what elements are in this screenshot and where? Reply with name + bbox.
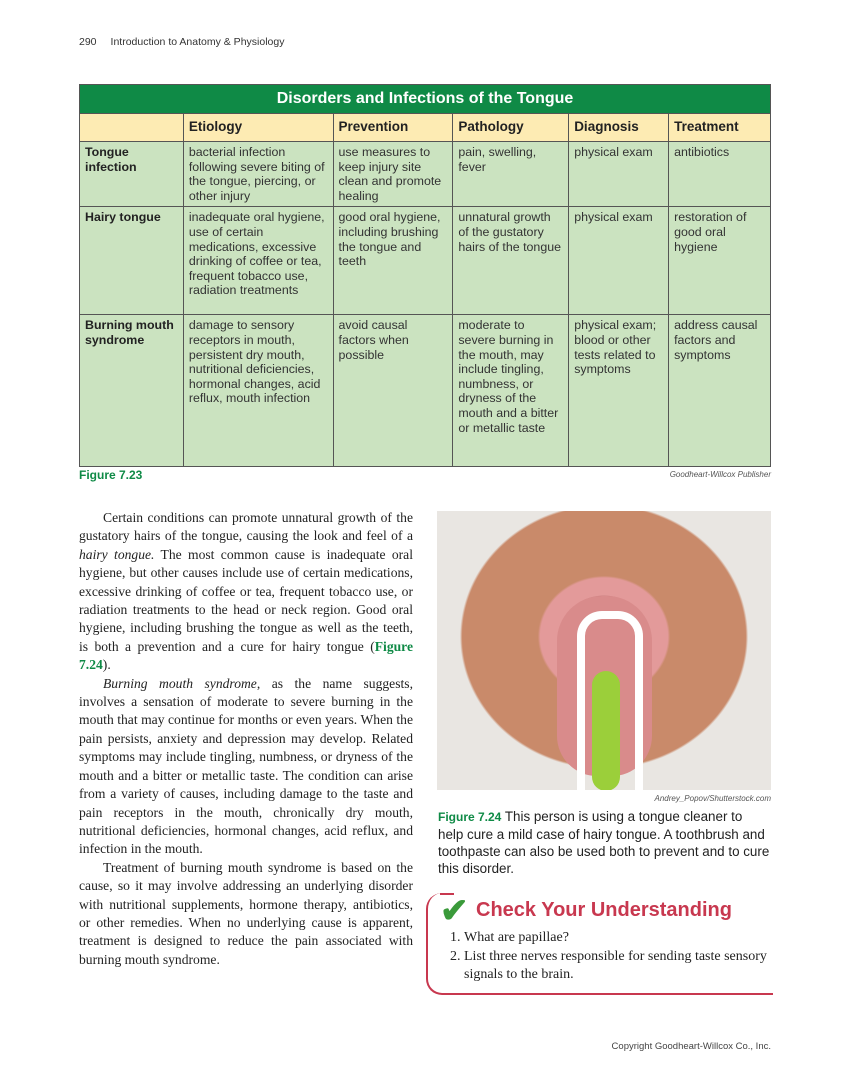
table-cell: bacterial infection following severe biting of the tongue, piercing, or other injury [183,142,333,207]
column-header: Prevention [333,114,453,142]
body-text [79,509,413,969]
term: hairy tongue. [79,546,155,562]
text: , as the name suggests, involves a sensation of moderate to severe burning in the mouth that may continue for months or even years. When the pain persists, anxiety and depression may develop. Related symptoms may include tingling, numbness, or dryness of the mouth and a bitter or metallic taste. The condition can arise from a variety of causes, including damage to the taste and pain receptors in the mouth, chronically dry mouth, nutritional deficiencies, hormonal changes, acid reflux, and infection in the mouth. [79,675,413,857]
paragraph [79,675,413,859]
row-header: Tongue infection [80,142,184,207]
table-cell: damage to sensory receptors in mouth, persistent dry mouth, nutritional deficiencies, hormonal changes, acid reflux, mouth infection [183,315,333,467]
column-header: Etiology [183,114,333,142]
copyright: Copyright Goodheart-Willcox Co., Inc. [611,1041,771,1052]
text: Certain conditions can promote unnatural growth of the gustatory hairs of the tongue, causing the look and feel of a [79,510,413,544]
text: The most common cause is inadequate oral hygiene, but other causes include use of certain medications, excessive drinking of coffee or tea, frequent tobacco use, or radiation treatments to the head or neck region. Good oral hygiene, including brushing the tongue as well as the teeth, is both a prevention and a cure for hairy tongue ( [79,546,413,654]
figure-label: Figure 7.23 [79,468,143,482]
figure-reference-link[interactable]: Figure 7.24 [79,638,413,673]
paragraph [79,509,413,675]
table-credit: Goodheart-Willcox Publisher [669,470,771,479]
table-cell: use measures to keep injury site clean and promote healing [333,142,453,207]
table-cell: antibiotics [669,142,771,207]
table-row [80,207,771,315]
cleaner-handle-image [592,671,620,790]
term: Burning mouth syndrome [103,675,257,691]
caption-text: This person is using a tongue cleaner to help cure a mild case of hairy tongue. A toothbrush and toothpaste can also be used both to prevent and to cure this disorder. [438,809,770,876]
table-row [80,315,771,467]
row-header: Burning mouth syndrome [80,315,184,467]
column-header [80,114,184,142]
table-cell: avoid causal factors when possible [333,315,453,467]
table-cell: restoration of good oral hygiene [669,207,771,315]
text: ). [102,657,111,673]
paragraph: Treatment of burning mouth syndrome is based on the cause, so it may involve addressing an underlying disorder with nutritional supplements, hormone therapy, antibiotics, or other remedies. When no underlying cause is apparent, treatment is designed to reduce the pain associated with burning mouth syndrome. [79,859,413,967]
table-cell: physical exam [569,142,669,207]
disorders-table [79,84,771,467]
question: 2. List three nerves responsible for sending taste sensory signals to the brain. [464,948,774,985]
table-cell: moderate to severe burning in the mouth, may include tingling, numbness, or dryness of the mouth and a bitter or metallic taste [453,315,569,467]
question: 1. What are papillae? [464,929,774,948]
box-title: Check Your Understanding [476,899,732,921]
table-cell: good oral hygiene, including brushing the tongue and teeth [333,207,453,315]
tongue-cleaner-photo [437,511,771,790]
running-header [79,36,298,48]
column-header: Diagnosis [569,114,669,142]
table-title: Disorders and Infections of the Tongue [80,85,771,114]
row-header: Hairy tongue [80,207,184,315]
figure-label: Figure 7.24 [438,810,502,824]
column-header: Treatment [669,114,771,142]
table-cell: physical exam [569,207,669,315]
table-row [80,142,771,207]
checkmark-icon: ✔ [440,892,469,930]
table-cell: address causal factors and symptoms [669,315,771,467]
figure-caption [438,808,771,877]
table-cell: pain, swelling, fever [453,142,569,207]
table-cell: inadequate oral hygiene, use of certain medications, excessive drinking of coffee or tea, frequent tobacco use, radiation treatments [183,207,333,315]
book-title: Introduction to Anatomy & Physiology [110,36,285,48]
table-cell: physical exam; blood or other tests related to symptoms [569,315,669,467]
table-cell: unnatural growth of the gustatory hairs of the tongue [453,207,569,315]
check-your-understanding-box [426,893,773,995]
column-header: Pathology [453,114,569,142]
question-list [448,929,774,985]
photo-credit: Andrey_Popov/Shutterstock.com [654,794,771,803]
page-number: 290 [79,36,97,48]
